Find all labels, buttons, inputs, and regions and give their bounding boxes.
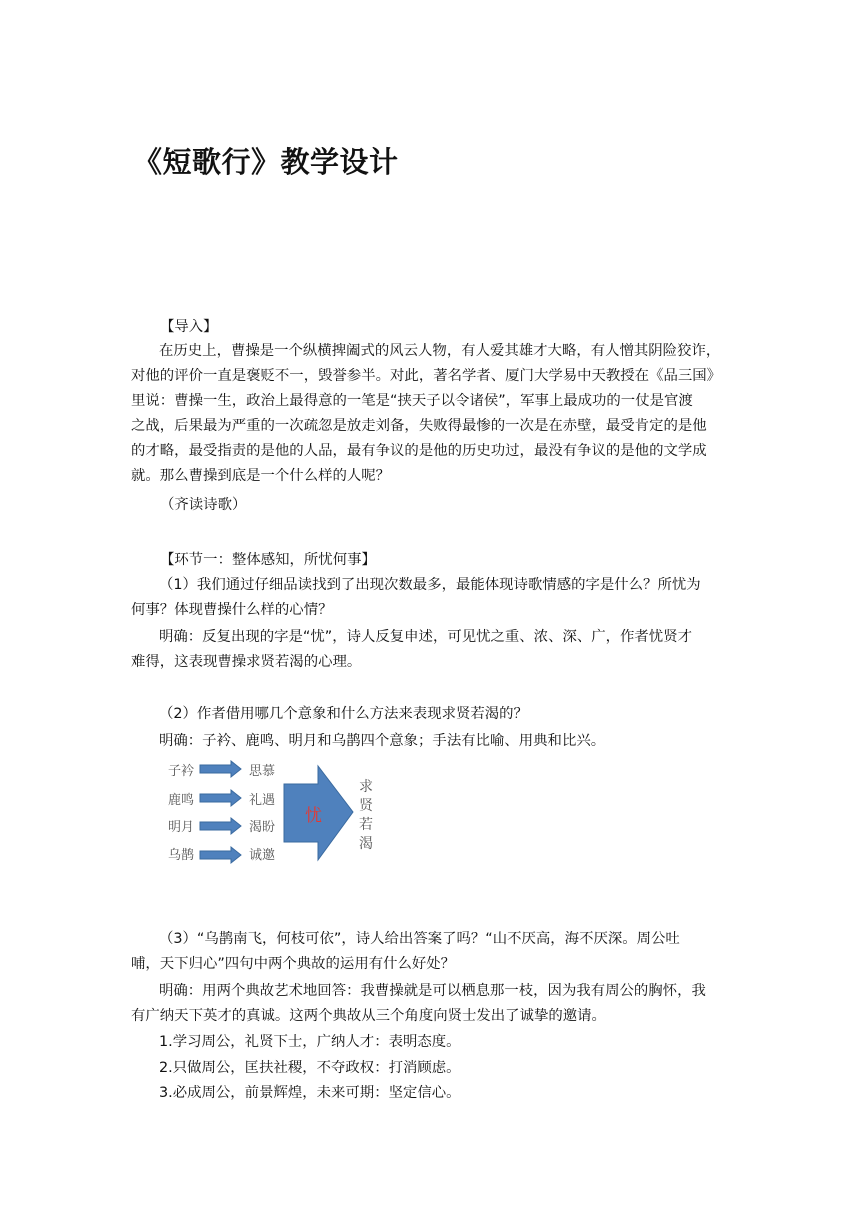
question-3-line: （3）“乌鹊南飞，何枝可依”，诗人给出答案了吗？“山不厌高，海不厌深。周公吐 (159, 931, 680, 947)
answer-2: 明确：子衿、鹿鸣、明月和乌鹊四个意象；手法有比喻、用典和比兴。 (159, 733, 606, 749)
intro-paragraph-line: 之战，后果最为严重的一次疏忽是放走刘备，失败得最惨的一次是在赤壁，最受肯定的是他 (131, 418, 707, 434)
point-item: 1.学习周公，礼贤下士，广纳人才：表明态度。 (159, 1034, 461, 1050)
feeling-label: 渴盼 (249, 820, 276, 835)
result-character: 若 (359, 817, 373, 833)
image-label: 子衿 (168, 764, 195, 779)
point-item: 3.必成周公，前景辉煌，未来可期：坚定信心。 (159, 1085, 461, 1101)
section1-heading: 【环节一：整体感知，所忧何事】 (160, 552, 376, 568)
small-arrow-icon (200, 761, 241, 777)
image-label: 明月 (168, 820, 195, 835)
intro-paragraph-line: 对他的评价一直是褒贬不一，毁誉参半。对此，著名学者、厦门大学易中天教授在《品三国》 (131, 368, 722, 384)
answer-1-line: 难得，这表现曹操求贤若渴的心理。 (131, 654, 362, 670)
intro-note: （齐读诗歌） (160, 497, 247, 513)
intro-paragraph-line: 的才略，最受指责的是他的人品，最有争议的是他的历史功过，最没有争议的是他的文学成 (131, 443, 707, 459)
question-1-line: 何事？体现曹操什么样的心情？ (131, 602, 333, 618)
center-character: 忧 (305, 806, 322, 826)
intro-heading: 【导入】 (160, 319, 218, 335)
answer-3-line: 有广纳天下英才的真诚。这两个典故从三个角度向贤士发出了诚挚的邀请。 (131, 1008, 606, 1024)
small-arrow-icon (200, 790, 241, 806)
answer-1-line: 明确：反复出现的字是“忧”，诗人反复申述，可见忧之重、浓、深、广，作者忧贤才 (159, 629, 692, 645)
feeling-label: 礼遇 (249, 793, 276, 808)
result-character: 求 (359, 779, 373, 795)
intro-paragraph-line: 里说：曹操一生，政治上最得意的一笔是“挟天子以令诸侯”，军事上最成功的一仗是官渡 (131, 393, 693, 409)
question-2: （2）作者借用哪几个意象和什么方法来表现求贤若渴的？ (159, 706, 528, 722)
point-item: 2.只做周公，匡扶社稷，不夺政权：打消顾虑。 (159, 1060, 461, 1076)
image-label: 鹿鸣 (168, 793, 195, 808)
feeling-label: 诚邀 (249, 848, 276, 863)
result-character: 贤 (359, 798, 373, 814)
answer-3-line: 明确：用两个典故艺术地回答：我曹操就是可以栖息那一枝，因为我有周公的胸怀，我 (159, 983, 706, 999)
intro-paragraph-line: 在历史上，曹操是一个纵横捭阖式的风云人物，有人爱其雄才大略，有人憎其阴险狡诈， (159, 343, 721, 359)
question-1-line: （1）我们通过仔细品读找到了出现次数最多，最能体现诗歌情感的字是什么？所忧为 (159, 577, 701, 593)
feeling-label: 思慕 (249, 764, 276, 779)
intro-paragraph-line: 就。那么曹操到底是一个什么样的人呢？ (131, 468, 391, 484)
imagery-diagram (163, 760, 383, 872)
image-label: 乌鹊 (168, 848, 195, 863)
small-arrow-icon (200, 847, 241, 863)
result-character: 渴 (359, 836, 373, 852)
document-title: 《短歌行》教学设计 (133, 145, 399, 179)
small-arrow-icon (200, 818, 241, 834)
question-3-line: 哺，天下归心”四句中两个典故的运用有什么好处？ (131, 956, 456, 972)
